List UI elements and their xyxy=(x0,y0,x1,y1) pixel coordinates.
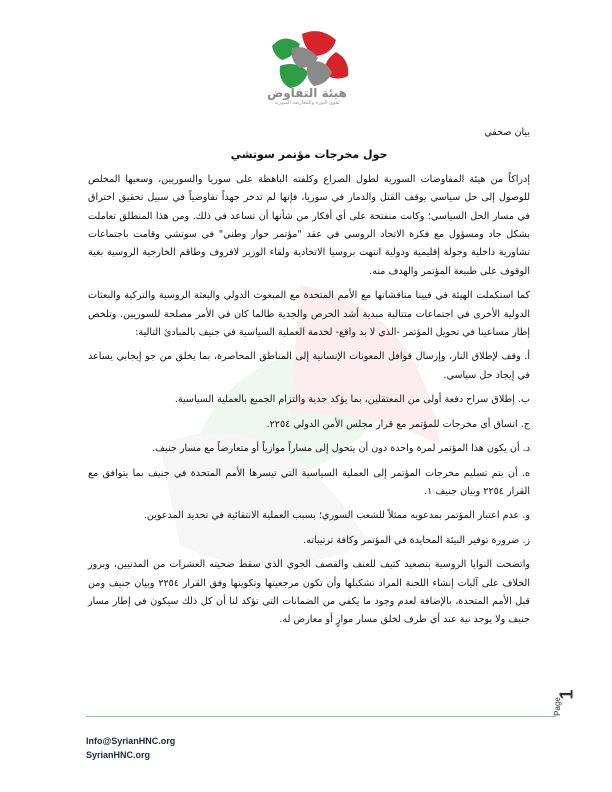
footer-email[interactable]: Info@SyrianHNC.org xyxy=(86,736,176,746)
logo-text-block xyxy=(232,86,382,107)
principle-item: و. عدم اعتبار المؤتمر بمدعويه ممثلاً للشعب السوري؛ بسبب العملية الانتقائية في تحديد المدعوين. xyxy=(143,510,530,522)
principle-item: ه. أن يتم تسليم مخرجات المؤتمر إلى العملية السياسية التي تيسرها الأمم المتحدة في جنيف بما يتوافق مع القرار ٢٢٥٤ وبيان جنيف ١. xyxy=(88,467,530,497)
document-title: حول مخرجات مؤتمر سوتشي xyxy=(230,148,388,162)
footer-divider xyxy=(86,716,556,717)
principle-item: ز. ضرورة توفير البيئة المحايدة في المؤتمر وكافة ترتيباته. xyxy=(303,534,530,546)
paragraph-closing: واتضحت النوايا الروسية بتصعيد كثيف للعنف والقصف الجوي الذي سقط ضحيته العشرات من المدنيين، وبروز الخلاف على آليات إنشاء اللجنة المراد تشكيلها وأن تكون مرجعيتها وتكوينها وفق القرار ٢٢٥٤ وبيان جنيف ومن قبل الأمم المتحدة، بالإضافة لعدم وجود ما يكفي من الضمانات التي تؤكد لنا أن كل ذلك سيكون في إطار مسار جنيف ولا يوجد نية عند أي طرف لخلق مسار موازٍ أو معارض له. xyxy=(88,559,530,626)
paragraph-principles: كما استكملت الهيئة في فيينا مناقشاتها مع الأمم المتحدة مع المبعوث الدولي والبعثة الروسية والتركية والبعثات الدولية الأخرى في اجتماعات متتالية مبدية أشد الحرص والجدية طالما كان في الأمر مصلحة للسوريين. وتلخص إطار مساعينا في تحويل المؤتمر -الذي لا بد واقع- لخدمة العملية السياسية في جنيف بالمبادئ التالية: xyxy=(88,290,530,339)
paragraph-intro: إدراكاً من هيئة المفاوضات السورية لطول الصراع وكلفته الباهظة على سوريا والسوريين، وسعيها المخلص للوصول إلى حل سياسي يوقف القتل والدمار في سوريا، فإنها لم تدخر جهداً تفاوضياً في سبيل تحقيق اختراق في مسار الحل السياسي؛ وكانت منفتحة على أي أفكار من شأنها أن تساعد في ذلك. ومن هذا المنطلق تعاملت بشكل جاد ومسؤول مع فكرة الاتحاد الروسي في عقد "مؤتمر حوار وطني" في سوتشي وقامت باجتماعات تشاورية داخلية وجولة إقليمية ودولية انتهت بروسيا الاتحادية ولقاء الوزير لافروف وطاقم الخارجية الروسية بغية الوقوف على طبيعة المؤتمر والهدف منه. xyxy=(88,173,530,277)
statement-body xyxy=(88,124,530,636)
principle-item: ب. إطلاق سراح دفعة أولى من المعتقلين، بما يؤكد جدية والتزام الجميع بالعملية السياسية. xyxy=(174,394,530,406)
logo-name: هيئة التفاوض xyxy=(267,86,347,100)
logo-subtitle: لقوى الثورة والمعارضة السورية xyxy=(274,100,340,106)
footer-website[interactable]: SyrianHNC.org xyxy=(86,750,151,760)
footer-contact xyxy=(86,734,175,762)
document-label: بيان صحفي xyxy=(484,127,530,138)
page-number: 1 xyxy=(556,689,577,700)
principle-item: أ. وقف لإطلاق النار، وإرسال قوافل المعونات الإنسانية إلى المناطق المحاصرة، بما يخلق من جو إيجابي يساعد في إيجاد حل سياسي. xyxy=(88,351,530,381)
page-label: Page xyxy=(552,697,562,716)
principle-item: د. أن يكون هذا المؤتمر لمرة واحدة دون أن يتحول إلى مساراً موازياً أو متعارضاً مع مسار جنيف. xyxy=(152,443,530,455)
principle-item: ج. اتساق أي مخرجات للمؤتمر مع قرار مجلس الأمن الدولي ٢٢٥٤. xyxy=(266,418,530,430)
